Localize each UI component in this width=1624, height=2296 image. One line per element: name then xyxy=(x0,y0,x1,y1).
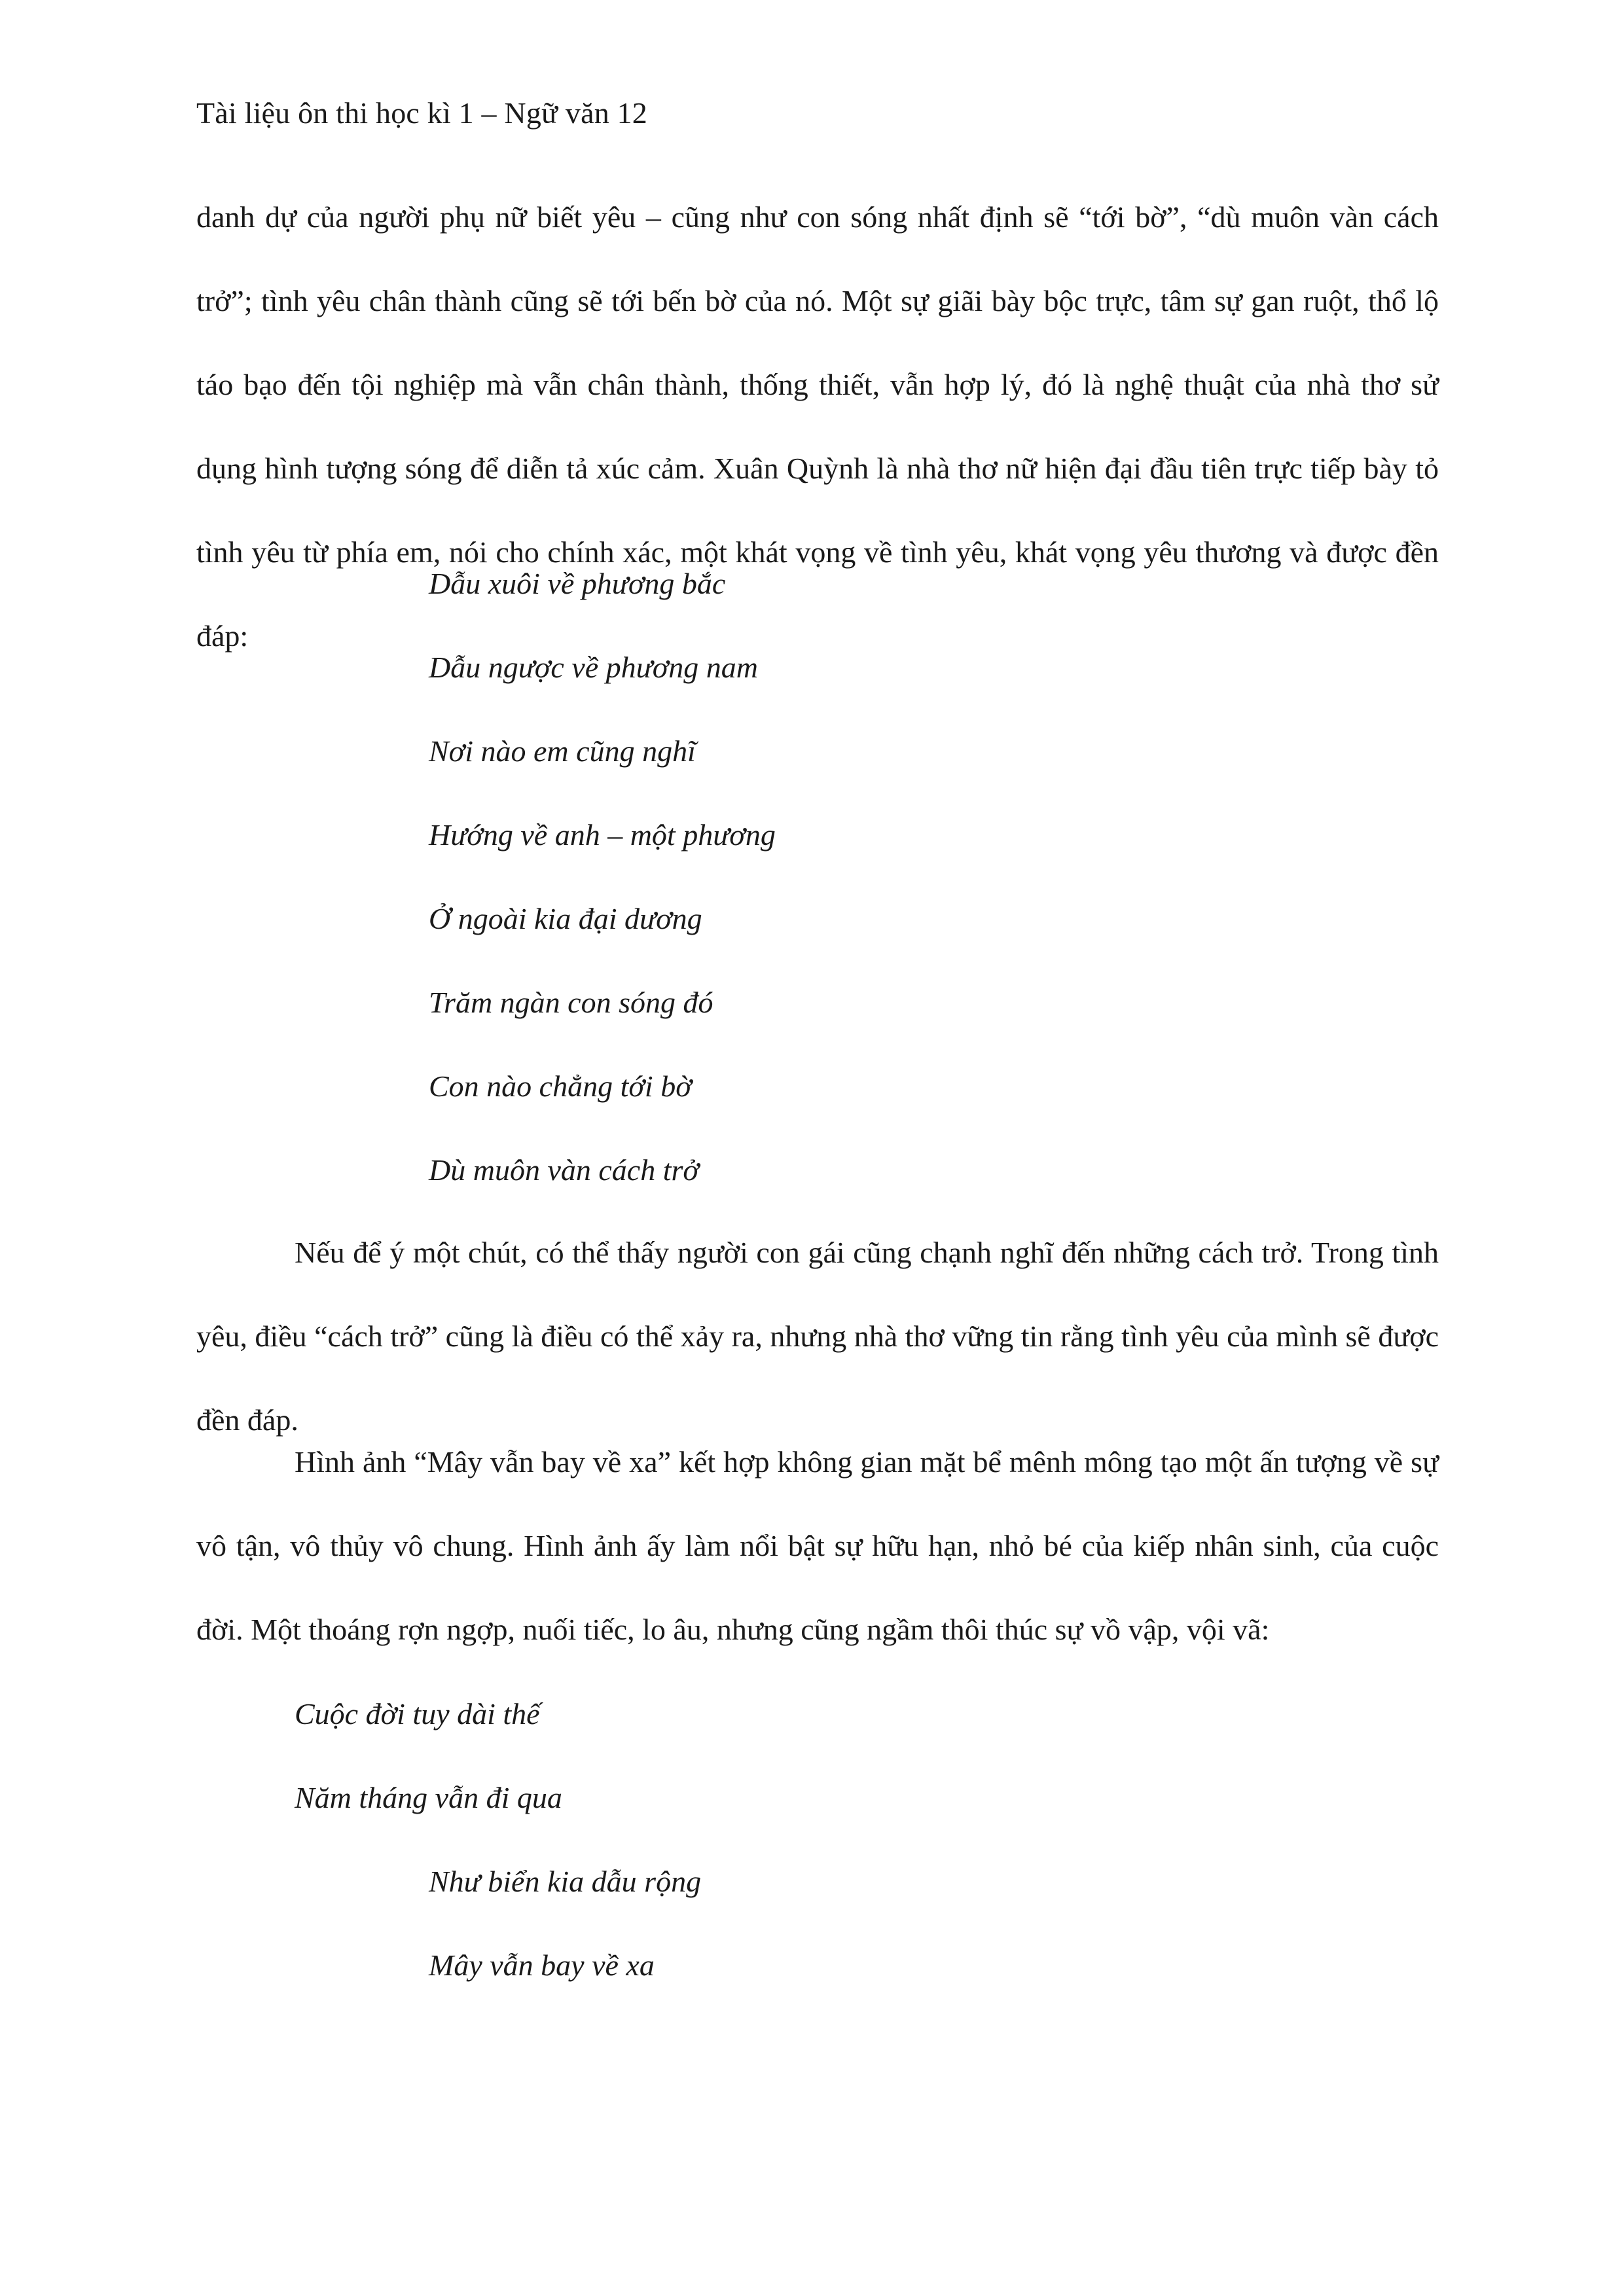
body-paragraph: danh dự của người phụ nữ biết yêu – cũng như con sóng nhất định sẽ “tới bờ”, “dù muôn vàn cách trở”; tình yêu chân thành cũng sẽ tới bến bờ của nó. Một sự giãi bày bộc trực, tâm sự gan ruột, thổ lộ táo bạo đến tội nghiệp mà vẫn chân thành, thống thiết, vẫn hợp lý, đó là nghệ thuật của nhà thơ sử dụng hình tượng sóng để diễn tả xúc cảm. Xuân Quỳnh là nhà thơ nữ hiện đại đầu tiên trực tiếp bày tỏ tình yêu từ phía em, nói cho chính xác, một khát vọng về tình yêu, khát vọng yêu thương và được đền đáp: xyxy=(196,200,1439,653)
poem-line: Mây vẫn bay về xa xyxy=(429,1948,655,1982)
poem-stanza xyxy=(196,542,1439,1212)
body-paragraph: Nếu để ý một chút, có thể thấy người con gái cũng chạnh nghĩ đến những cách trở. Trong tình yêu, điều “cách trở” cũng là điều có thể xảy ra, nhưng nhà thơ vững tin rằng tình yêu của mình sẽ được đền đáp. xyxy=(196,1236,1439,1437)
poem-stanza xyxy=(196,1672,1439,2007)
poem-line: Ở ngoài kia đại dương xyxy=(429,902,702,935)
poem-line: Trăm ngàn con sóng đó xyxy=(429,986,713,1019)
poem-line: Dẫu ngược về phương nam xyxy=(429,651,758,684)
body-paragraph: Hình ảnh “Mây vẫn bay về xa” kết hợp không gian mặt bể mênh mông tạo một ấn tượng về sự vô tận, vô thủy vô chung. Hình ảnh ấy làm nổi bật sự hữu hạn, nhỏ bé của kiếp nhân sinh, của cuộc đời. Một thoáng rợn ngợp, nuối tiếc, lo âu, nhưng cũng ngầm thôi thúc sự vồ vập, vội vã: xyxy=(196,1445,1439,1646)
poem-line: Hướng về anh – một phương xyxy=(429,818,776,852)
page-header-title: Tài liệu ôn thi học kì 1 – Ngữ văn 12 xyxy=(196,96,647,130)
poem-line: Năm tháng vẫn đi qua xyxy=(295,1781,562,1814)
poem-line: Con nào chẳng tới bờ xyxy=(429,1069,692,1103)
poem-line: Dẫu xuôi về phương bắc xyxy=(429,567,726,600)
poem-line: Nơi nào em cũng nghĩ xyxy=(429,734,696,768)
poem-line: Như biển kia dẫu rộng xyxy=(429,1865,702,1898)
poem-line: Cuộc đời tuy dài thế xyxy=(295,1697,540,1731)
poem-line: Dù muôn vàn cách trở xyxy=(429,1153,699,1187)
